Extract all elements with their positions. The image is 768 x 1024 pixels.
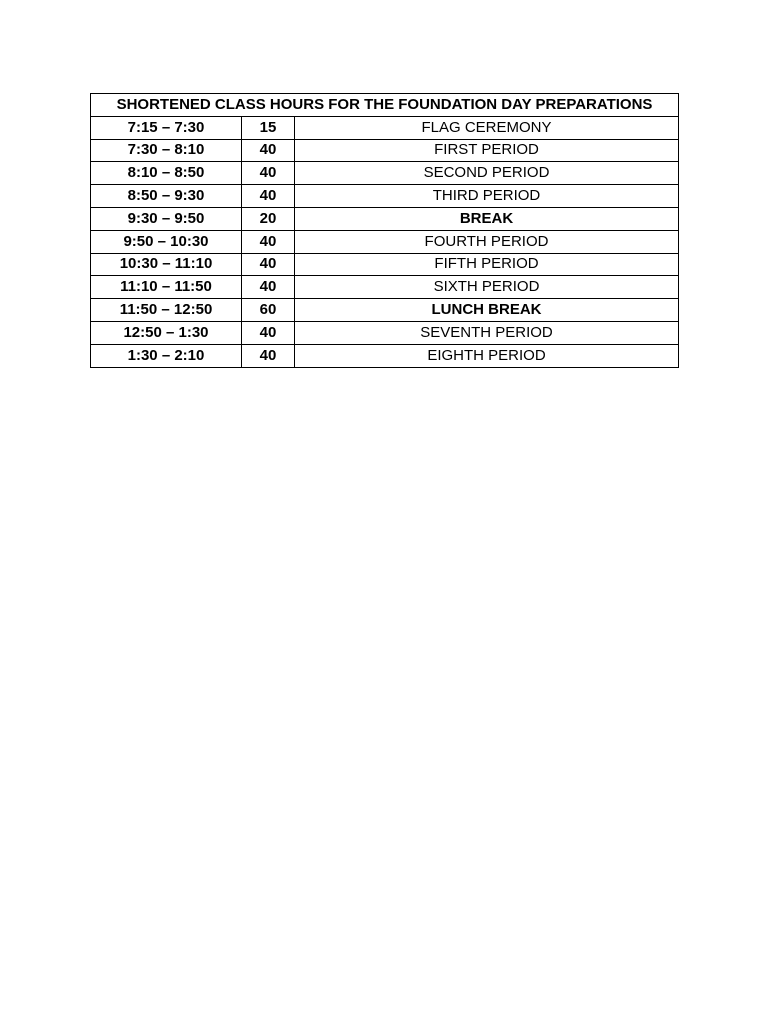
- activity-cell: SIXTH PERIOD: [295, 276, 679, 299]
- duration-minutes-cell: 40: [242, 139, 295, 162]
- table-row: [91, 344, 679, 367]
- time-range-cell: 9:50 – 10:30: [91, 230, 242, 253]
- time-range-cell: 11:50 – 12:50: [91, 299, 242, 322]
- time-range-cell: 11:10 – 11:50: [91, 276, 242, 299]
- activity-cell: LUNCH BREAK: [295, 299, 679, 322]
- table-row: [91, 116, 679, 139]
- duration-minutes-cell: 40: [242, 230, 295, 253]
- table-row: [91, 253, 679, 276]
- time-range-cell: 9:30 – 9:50: [91, 207, 242, 230]
- table-row: [91, 299, 679, 322]
- duration-minutes-cell: 20: [242, 207, 295, 230]
- time-range-cell: 1:30 – 2:10: [91, 344, 242, 367]
- activity-cell: FLAG CEREMONY: [295, 116, 679, 139]
- duration-minutes-cell: 60: [242, 299, 295, 322]
- schedule-title: SHORTENED CLASS HOURS FOR THE FOUNDATION DAY PREPARATIONS: [91, 94, 679, 117]
- duration-minutes-cell: 40: [242, 253, 295, 276]
- table-row: [91, 207, 679, 230]
- time-range-cell: 8:50 – 9:30: [91, 185, 242, 208]
- duration-minutes-cell: 40: [242, 344, 295, 367]
- duration-minutes-cell: 40: [242, 162, 295, 185]
- schedule-body: [91, 94, 679, 368]
- time-range-cell: 7:30 – 8:10: [91, 139, 242, 162]
- activity-cell: BREAK: [295, 207, 679, 230]
- activity-cell: FIFTH PERIOD: [295, 253, 679, 276]
- activity-cell: SEVENTH PERIOD: [295, 321, 679, 344]
- schedule-table: [90, 93, 679, 368]
- title-row: [91, 94, 679, 117]
- time-range-cell: 10:30 – 11:10: [91, 253, 242, 276]
- time-range-cell: 7:15 – 7:30: [91, 116, 242, 139]
- duration-minutes-cell: 15: [242, 116, 295, 139]
- activity-cell: SECOND PERIOD: [295, 162, 679, 185]
- activity-cell: FOURTH PERIOD: [295, 230, 679, 253]
- activity-cell: THIRD PERIOD: [295, 185, 679, 208]
- table-row: [91, 185, 679, 208]
- duration-minutes-cell: 40: [242, 321, 295, 344]
- table-row: [91, 139, 679, 162]
- activity-cell: EIGHTH PERIOD: [295, 344, 679, 367]
- duration-minutes-cell: 40: [242, 276, 295, 299]
- time-range-cell: 12:50 – 1:30: [91, 321, 242, 344]
- time-range-cell: 8:10 – 8:50: [91, 162, 242, 185]
- table-row: [91, 230, 679, 253]
- table-row: [91, 162, 679, 185]
- activity-cell: FIRST PERIOD: [295, 139, 679, 162]
- duration-minutes-cell: 40: [242, 185, 295, 208]
- table-row: [91, 321, 679, 344]
- table-row: [91, 276, 679, 299]
